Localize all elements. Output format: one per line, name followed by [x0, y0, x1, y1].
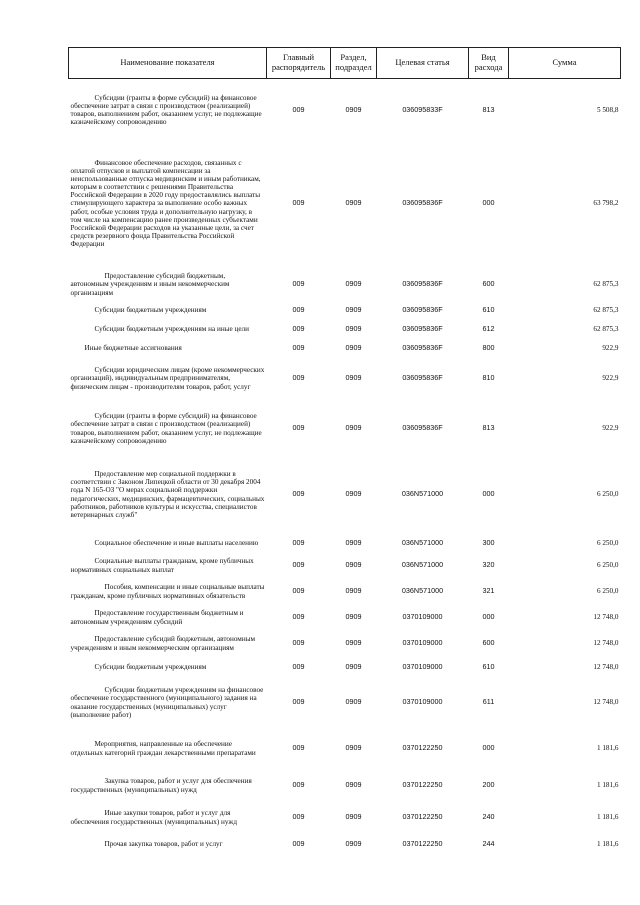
row-grbs: 009 [292, 586, 305, 596]
row-expense-type: 000 [482, 198, 495, 208]
row-grbs: 009 [292, 305, 305, 315]
row-target-article: 036095836F [402, 279, 443, 289]
row-grbs: 009 [292, 104, 305, 114]
row-section: 0909 [345, 638, 362, 648]
row-sum: 922,9 [602, 374, 619, 383]
row-expense-type: 800 [482, 343, 495, 353]
row-target-article: 036095833F [402, 104, 443, 114]
row-name: Субсидии (гранты в форме субсидий) на финансовое обеспечение затрат в связи с производством (реализацией) товаров, выполнением работ, оказанием услуг, не подлежащие казначейскому сопровождению [70, 93, 262, 126]
table-row [69, 833, 621, 857]
row-name: Субсидии юридическим лицам (кроме некоммерческих организаций), индивидуальным предпринимателям, физическим лицам - производителям товаров, работ, услуг [70, 366, 265, 391]
row-section: 0909 [345, 586, 362, 596]
row-sum: 1 181,6 [596, 744, 619, 753]
table-row [69, 577, 621, 607]
row-section: 0909 [345, 612, 362, 622]
row-section: 0909 [345, 780, 362, 790]
row-target-article: 0370122250 [402, 743, 443, 753]
row-name: Социальные выплаты гражданам, кроме публичных нормативных социальных выплат [70, 557, 254, 574]
row-grbs: 009 [292, 343, 305, 353]
row-target-article: 036095836F [402, 423, 443, 433]
row-name: Субсидии бюджетным учреждениям на финансовое обеспечение государственного (муниципального) задания на оказание государственных (муниципальных) услуг (выполнение работ) [70, 686, 264, 719]
row-target-article: 036N571000 [401, 560, 444, 570]
row-target-article: 0370109000 [402, 697, 443, 707]
row-section: 0909 [345, 305, 362, 315]
row-name: Предоставление субсидий бюджетным, автономным учреждениям и иным некоммерческим организациям [70, 272, 230, 297]
row-name: Субсидии (гранты в форме субсидий) на финансовое обеспечение затрат в связи с производством (реализацией) товаров, выполнением работ, оказанием услуг, не подлежащие казначейскому сопровождению [70, 412, 262, 445]
row-sum: 922,9 [602, 424, 619, 433]
row-name: Предоставление субсидий бюджетным, автономным учреждениям и иным некоммерческим организациям [70, 635, 256, 652]
row-expense-type: 810 [482, 373, 495, 383]
row-section: 0909 [345, 104, 362, 114]
row-sum: 12 748,0 [593, 613, 619, 622]
row-sum: 1 181,6 [596, 840, 619, 849]
row-expense-type: 611 [482, 697, 495, 707]
row-target-article: 036095836F [402, 343, 443, 353]
row-expense-type: 320 [482, 560, 495, 570]
table-row [69, 803, 621, 833]
row-target-article: 0370109000 [402, 612, 443, 622]
row-section: 0909 [345, 560, 362, 570]
table-row [69, 401, 621, 457]
row-target-article: 0370122250 [402, 812, 443, 822]
table-row [69, 729, 621, 769]
row-target-article: 036N571000 [401, 538, 444, 548]
row-expense-type: 813 [482, 104, 495, 114]
table-row [69, 79, 621, 141]
row-grbs: 009 [292, 662, 305, 672]
row-grbs: 009 [292, 489, 305, 499]
row-name: Субсидии бюджетным учреждениям [94, 306, 207, 315]
row-expense-type: 600 [482, 638, 495, 648]
header-target-article: Целевая статья [377, 48, 469, 79]
row-section: 0909 [345, 324, 362, 334]
row-sum: 62 875,3 [593, 325, 619, 334]
row-target-article: 036N571000 [401, 489, 444, 499]
row-expense-type: 612 [482, 324, 495, 334]
table-row [69, 319, 621, 341]
row-section: 0909 [345, 373, 362, 383]
header-grbs: Главный распорядитель [267, 48, 331, 79]
row-sum: 12 748,0 [593, 639, 619, 648]
row-name: Закупка товаров, работ и услуг для обеспечения государственных (муниципальных) нужд [70, 777, 252, 794]
row-sum: 922,9 [602, 344, 619, 353]
row-expense-type: 600 [482, 279, 495, 289]
row-section: 0909 [345, 743, 362, 753]
table-row [69, 677, 621, 729]
table-row [69, 303, 621, 319]
row-grbs: 009 [292, 373, 305, 383]
row-sum: 63 798,2 [593, 199, 619, 208]
row-target-article: 0370109000 [402, 638, 443, 648]
row-expense-type: 244 [482, 839, 495, 849]
row-section: 0909 [345, 697, 362, 707]
row-sum: 6 250,0 [596, 587, 619, 596]
row-grbs: 009 [292, 538, 305, 548]
row-target-article: 0370122250 [402, 780, 443, 790]
row-expense-type: 813 [482, 423, 495, 433]
row-target-article: 0370122250 [402, 839, 443, 849]
row-target-article: 036095836F [402, 324, 443, 334]
row-grbs: 009 [292, 812, 305, 822]
row-expense-type: 321 [482, 586, 495, 596]
row-section: 0909 [345, 538, 362, 548]
header-expense-type: Вид расхода [469, 48, 509, 79]
row-name: Предоставление государственным бюджетным и автономным учреждениям субсидий [70, 609, 244, 626]
row-name: Мероприятия, направленные на обеспечение отдельных категорий граждан лекарственными препаратами [70, 740, 256, 757]
row-expense-type: 200 [482, 780, 495, 790]
row-section: 0909 [345, 423, 362, 433]
row-expense-type: 240 [482, 812, 495, 822]
row-expense-type: 000 [482, 489, 495, 499]
table-row [69, 629, 621, 659]
row-sum: 5 508,8 [596, 105, 619, 114]
row-target-article: 036095836F [402, 198, 443, 208]
row-section: 0909 [345, 343, 362, 353]
row-section: 0909 [345, 812, 362, 822]
table-row [69, 769, 621, 803]
row-grbs: 009 [292, 279, 305, 289]
table-row [69, 555, 621, 577]
row-expense-type: 000 [482, 612, 495, 622]
table-row [69, 341, 621, 357]
row-name: Предоставление мер социальной поддержки в соответствии с Законом Липецкой области от 30 декабря 2004 года N 165-ОЗ "О мерах социальной поддержки педагогических, медицинских, фармацевтических, социальных работников, работников культуры и искусства, специалистов ветеринарных служб" [70, 470, 265, 519]
row-sum: 12 748,0 [593, 698, 619, 707]
row-name: Социальное обеспечение и иные выплаты населению [94, 539, 259, 548]
row-sum: 1 181,6 [596, 813, 619, 822]
row-grbs: 009 [292, 780, 305, 790]
row-name: Пособия, компенсации и иные социальные выплаты гражданам, кроме публичных нормативных обязательств [70, 583, 265, 600]
row-grbs: 009 [292, 612, 305, 622]
header-section: Раздел, подраздел [331, 48, 377, 79]
row-grbs: 009 [292, 697, 305, 707]
table-row [69, 141, 621, 267]
header-sum: Сумма [509, 48, 621, 79]
row-sum: 62 875,3 [593, 280, 619, 289]
row-section: 0909 [345, 839, 362, 849]
table-row [69, 533, 621, 555]
row-name: Иные бюджетные ассигнования [84, 344, 182, 353]
row-section: 0909 [345, 198, 362, 208]
row-expense-type: 300 [482, 538, 495, 548]
table-row [69, 607, 621, 629]
row-name: Субсидии бюджетным учреждениям [94, 663, 207, 672]
row-name: Финансовое обеспечение расходов, связанных с оплатой отпусков и выплатой компенсации за неиспользованные отпуска медицинским и иным работникам, которым в соответствии с решениями Правительства Российской Федерации в 2020 году предоставлялись выплаты стимулирующего характера за выполнение особо важных работ, особые условия труда и дополнительную нагрузку, в том числе на компенсацию ранее произведенных субъектами Российской Федерации расходов на указанные цели, за счет средств резервного фонда Правительства Российской Федерации [70, 159, 261, 248]
row-expense-type: 610 [482, 305, 495, 315]
row-expense-type: 610 [482, 662, 495, 672]
table-row [69, 267, 621, 303]
row-section: 0909 [345, 279, 362, 289]
row-sum: 12 748,0 [593, 663, 619, 672]
row-name: Прочая закупка товаров, работ и услуг [104, 840, 223, 849]
header-name: Наименование показателя [69, 48, 267, 79]
row-sum: 6 250,0 [596, 539, 619, 548]
row-sum: 6 250,0 [596, 561, 619, 570]
row-grbs: 009 [292, 743, 305, 753]
row-target-article: 0370109000 [402, 662, 443, 672]
table-header-row [69, 48, 621, 79]
table-row [69, 457, 621, 533]
row-section: 0909 [345, 489, 362, 499]
row-target-article: 036095836F [402, 305, 443, 315]
row-expense-type: 000 [482, 743, 495, 753]
table-row [69, 659, 621, 677]
row-grbs: 009 [292, 423, 305, 433]
row-grbs: 009 [292, 198, 305, 208]
row-grbs: 009 [292, 560, 305, 570]
budget-table [68, 47, 621, 857]
row-target-article: 036095836F [402, 373, 443, 383]
row-target-article: 036N571000 [401, 586, 444, 596]
row-sum: 6 250,0 [596, 490, 619, 499]
row-grbs: 009 [292, 638, 305, 648]
row-grbs: 009 [292, 324, 305, 334]
row-name: Субсидии бюджетным учреждениям на иные цели [94, 325, 249, 334]
row-sum: 1 181,6 [596, 781, 619, 790]
row-name: Иные закупки товаров, работ и услуг для обеспечения государственных (муниципальных) нужд [70, 809, 237, 826]
table-row [69, 357, 621, 401]
row-grbs: 009 [292, 839, 305, 849]
row-section: 0909 [345, 662, 362, 672]
row-sum: 62 875,3 [593, 306, 619, 315]
